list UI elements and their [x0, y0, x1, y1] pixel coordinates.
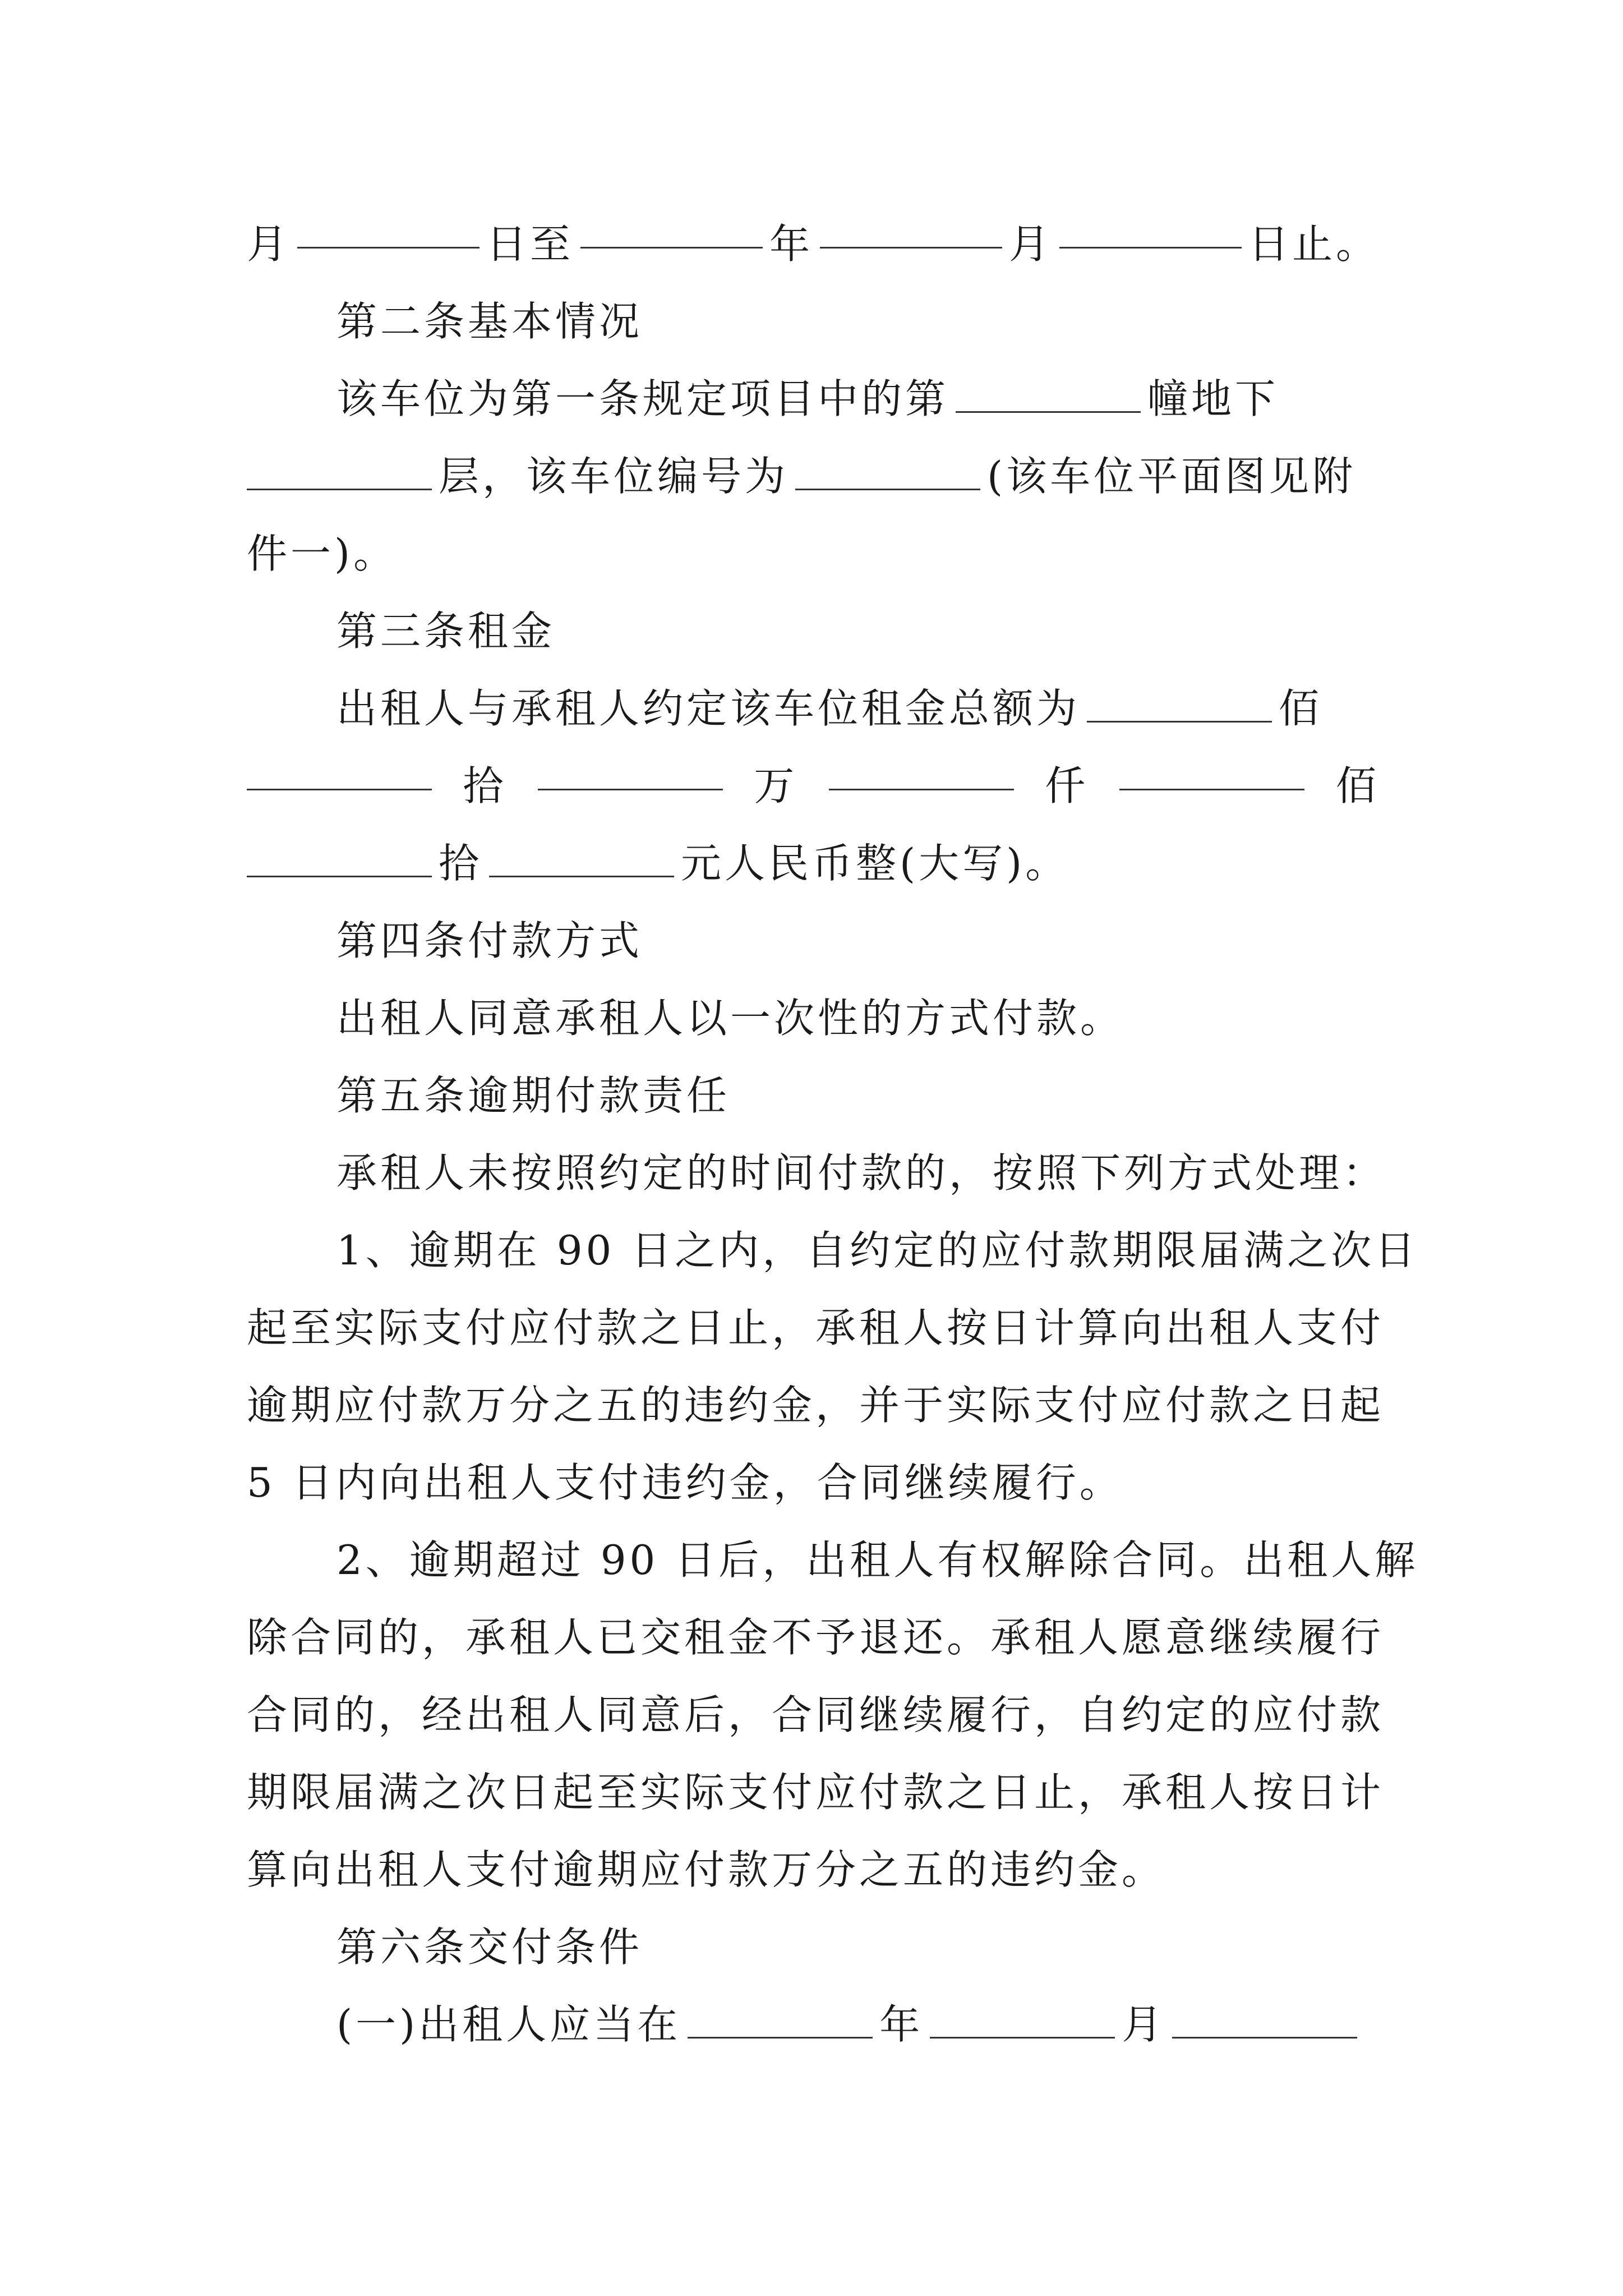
text-segment: 仟	[1045, 762, 1089, 809]
text-segment: 万	[754, 762, 798, 809]
fill-blank	[930, 2003, 1115, 2039]
fill-blank	[688, 2003, 873, 2039]
text-segment: 层，该车位编号为	[439, 453, 789, 500]
fill-blank	[489, 842, 674, 877]
text-line	[247, 445, 1380, 507]
text-line	[336, 1994, 1380, 2055]
section-heading: 第三条租金	[336, 608, 556, 655]
fill-blank	[1172, 2003, 1357, 2039]
text-line: 承租人未按照约定的时间付款的，按照下列方式处理：	[336, 1149, 1387, 1197]
section-heading: 第四条付款方式	[336, 917, 643, 964]
fill-blank	[1087, 687, 1272, 723]
text-segment: 佰	[1279, 685, 1323, 732]
text-line	[336, 678, 1380, 739]
text-line: 2、逾期超过 90 日后，出租人有权解除合同。出租人解	[336, 1536, 1419, 1584]
text-segment: (该车位平面图见附	[987, 453, 1357, 500]
text-segment: 日至	[486, 220, 574, 268]
text-segment: 该车位为第一条规定项目中的第	[336, 375, 949, 422]
text-line: 合同的，经出租人同意后，合同继续履行，自约定的应付款	[247, 1691, 1385, 1738]
fill-blank	[247, 842, 432, 877]
text-segment: 佰	[1335, 762, 1380, 809]
text-segment: 月	[1009, 220, 1053, 268]
text-segment: 月	[247, 220, 291, 268]
fill-blank	[829, 755, 1014, 790]
fill-blank	[795, 455, 980, 490]
text-segment: 拾	[463, 762, 507, 809]
text-line: 5 日内向出租人支付违约金，合同继续履行。	[247, 1459, 1123, 1506]
text-line: 算向出租人支付逾期应付款万分之五的违约金。	[247, 1846, 1166, 1893]
text-line: 除合同的，承租人已交租金不予退还。承租人愿意继续履行	[247, 1614, 1385, 1661]
fill-blank	[1119, 755, 1304, 790]
fill-blank	[956, 378, 1141, 413]
text-line	[336, 368, 1380, 430]
section-heading: 第六条交付条件	[336, 1924, 643, 1971]
text-segment: (一)出租人应当在	[336, 2001, 681, 2048]
text-segment: 拾	[439, 840, 483, 887]
fill-blank	[247, 455, 432, 490]
text-line: 逾期应付款万分之五的违约金，并于实际支付应付款之日起	[247, 1382, 1385, 1429]
fill-blank	[247, 755, 432, 790]
text-line	[247, 755, 1380, 817]
fill-blank	[580, 213, 763, 249]
text-line: 件一)。	[247, 530, 398, 577]
text-segment: 幢地下	[1147, 375, 1279, 422]
text-line: 出租人同意承租人以一次性的方式付款。	[336, 995, 1124, 1042]
text-segment: 年	[769, 220, 814, 268]
section-heading: 第二条基本情况	[336, 298, 643, 345]
text-line: 1、逾期在 90 日之内，自约定的应付款期限届满之次日	[336, 1227, 1419, 1274]
text-line: 起至实际支付应付款之日止，承租人按日计算向出租人支付	[247, 1304, 1385, 1351]
fill-blank	[538, 755, 723, 790]
fill-blank	[1059, 213, 1242, 249]
text-segment: 元人民币整(大写)。	[681, 840, 1069, 887]
text-line	[247, 213, 1380, 275]
text-segment: 出租人与承租人约定该车位租金总额为	[336, 685, 1081, 732]
text-line	[247, 832, 1380, 894]
fill-blank	[297, 213, 479, 249]
text-segment: 月	[1122, 2001, 1166, 2048]
text-segment: 年	[879, 2001, 924, 2048]
section-heading: 第五条逾期付款责任	[336, 1072, 731, 1119]
fill-blank	[820, 213, 1002, 249]
text-segment: 日止。	[1248, 220, 1380, 268]
text-line: 期限届满之次日起至实际支付应付款之日止，承租人按日计	[247, 1769, 1385, 1816]
